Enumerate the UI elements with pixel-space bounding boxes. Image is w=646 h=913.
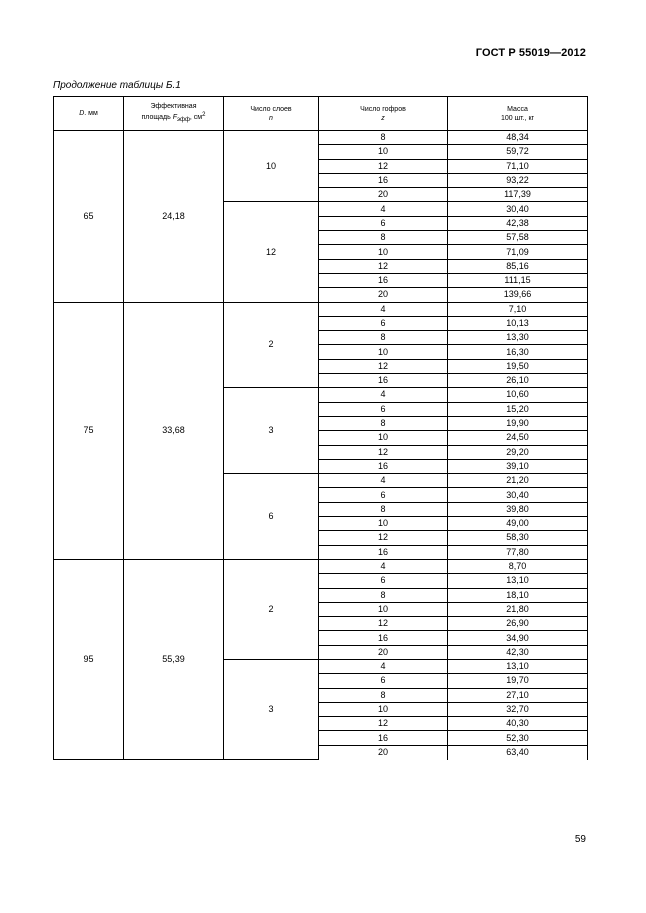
header-effective-area bbox=[124, 97, 224, 131]
cell-corrugations: 16 bbox=[319, 273, 448, 287]
cell-mass: 16,30 bbox=[448, 345, 588, 359]
header-diameter-unit: . мм bbox=[84, 110, 98, 117]
cell-mass: 48,34 bbox=[448, 131, 588, 145]
cell-corrugations: 4 bbox=[319, 202, 448, 216]
cell-corrugations: 16 bbox=[319, 173, 448, 187]
cell-corrugations: 10 bbox=[319, 145, 448, 159]
document-header: ГОСТ Р 55019—2012 bbox=[475, 47, 586, 59]
cell-corrugations: 20 bbox=[319, 745, 448, 759]
cell-mass: 24,50 bbox=[448, 431, 588, 445]
cell-mass: 13,10 bbox=[448, 574, 588, 588]
cell-corrugations: 12 bbox=[319, 159, 448, 173]
header-mass-line1: Масса bbox=[507, 105, 528, 113]
cell-mass: 85,16 bbox=[448, 259, 588, 273]
cell-mass: 32,70 bbox=[448, 702, 588, 716]
header-area-prefix: площадь bbox=[141, 114, 173, 121]
cell-corrugations: 6 bbox=[319, 574, 448, 588]
cell-corrugations: 8 bbox=[319, 416, 448, 430]
cell-corrugations: 20 bbox=[319, 645, 448, 659]
cell-corrugations: 10 bbox=[319, 345, 448, 359]
cell-mass: 117,39 bbox=[448, 188, 588, 202]
cell-corrugations: 10 bbox=[319, 431, 448, 445]
cell-corrugations: 6 bbox=[319, 316, 448, 330]
header-area-symbol: F bbox=[172, 114, 177, 121]
cell-mass: 39,10 bbox=[448, 459, 588, 473]
header-corrugations bbox=[319, 97, 448, 131]
cell-mass: 71,10 bbox=[448, 159, 588, 173]
cell-mass: 59,72 bbox=[448, 145, 588, 159]
cell-corrugations: 4 bbox=[319, 388, 448, 402]
cell-mass: 18,10 bbox=[448, 588, 588, 602]
header-layers-symbol: n bbox=[269, 114, 273, 122]
cell-mass: 30,40 bbox=[448, 202, 588, 216]
header-mass bbox=[448, 97, 588, 131]
cell-layers: 10 bbox=[224, 131, 319, 202]
cell-mass: 10,13 bbox=[448, 316, 588, 330]
cell-mass: 139,66 bbox=[448, 288, 588, 302]
cell-corrugations: 4 bbox=[319, 302, 448, 316]
cell-corrugations: 20 bbox=[319, 288, 448, 302]
cell-corrugations: 10 bbox=[319, 517, 448, 531]
header-layers-line1: Число слоев bbox=[250, 105, 292, 113]
cell-corrugations: 4 bbox=[319, 659, 448, 673]
cell-mass: 58,30 bbox=[448, 531, 588, 545]
cell-mass: 10,60 bbox=[448, 388, 588, 402]
cell-mass: 27,10 bbox=[448, 688, 588, 702]
cell-mass: 8,70 bbox=[448, 559, 588, 573]
cell-corrugations: 6 bbox=[319, 488, 448, 502]
cell-mass: 26,10 bbox=[448, 374, 588, 388]
header-corrugations-line1: Число гофров bbox=[360, 105, 406, 113]
cell-corrugations: 16 bbox=[319, 374, 448, 388]
cell-mass: 21,20 bbox=[448, 474, 588, 488]
cell-corrugations: 12 bbox=[319, 717, 448, 731]
cell-mass: 39,80 bbox=[448, 502, 588, 516]
table-row bbox=[54, 131, 588, 145]
cell-corrugations: 16 bbox=[319, 731, 448, 745]
cell-layers: 2 bbox=[224, 302, 319, 388]
cell-corrugations: 8 bbox=[319, 331, 448, 345]
cell-mass: 19,50 bbox=[448, 359, 588, 373]
cell-corrugations: 4 bbox=[319, 559, 448, 573]
cell-diameter: 95 bbox=[54, 559, 124, 759]
cell-mass: 49,00 bbox=[448, 517, 588, 531]
cell-mass: 30,40 bbox=[448, 488, 588, 502]
cell-corrugations: 10 bbox=[319, 702, 448, 716]
cell-mass: 57,58 bbox=[448, 231, 588, 245]
header-diameter bbox=[54, 97, 124, 131]
cell-mass: 77,80 bbox=[448, 545, 588, 559]
table-body bbox=[54, 131, 588, 760]
cell-corrugations: 20 bbox=[319, 188, 448, 202]
cell-corrugations: 12 bbox=[319, 445, 448, 459]
cell-layers: 3 bbox=[224, 388, 319, 474]
cell-corrugations: 12 bbox=[319, 617, 448, 631]
data-table bbox=[53, 96, 588, 760]
table-row bbox=[54, 559, 588, 573]
cell-mass: 21,80 bbox=[448, 602, 588, 616]
cell-corrugations: 8 bbox=[319, 231, 448, 245]
table-row bbox=[54, 302, 588, 316]
cell-layers: 6 bbox=[224, 474, 319, 560]
header-mass-line2: 100 шт., кг bbox=[500, 114, 535, 122]
cell-corrugations: 16 bbox=[319, 631, 448, 645]
cell-mass: 7,10 bbox=[448, 302, 588, 316]
header-area-suffix: , см bbox=[189, 114, 203, 121]
cell-mass: 15,20 bbox=[448, 402, 588, 416]
cell-diameter: 65 bbox=[54, 131, 124, 303]
cell-mass: 93,22 bbox=[448, 173, 588, 187]
cell-mass: 63,40 bbox=[448, 745, 588, 759]
header-area-superscript: 2 bbox=[202, 112, 206, 118]
cell-corrugations: 12 bbox=[319, 359, 448, 373]
cell-mass: 13,10 bbox=[448, 659, 588, 673]
cell-mass: 42,38 bbox=[448, 216, 588, 230]
cell-corrugations: 6 bbox=[319, 674, 448, 688]
cell-effective-area: 24,18 bbox=[124, 131, 224, 303]
cell-corrugations: 8 bbox=[319, 502, 448, 516]
page-number: 59 bbox=[574, 834, 586, 845]
cell-mass: 34,90 bbox=[448, 631, 588, 645]
cell-mass: 52,30 bbox=[448, 731, 588, 745]
cell-corrugations: 8 bbox=[319, 131, 448, 145]
cell-corrugations: 8 bbox=[319, 588, 448, 602]
cell-mass: 71,09 bbox=[448, 245, 588, 259]
cell-corrugations: 12 bbox=[319, 531, 448, 545]
header-layers bbox=[224, 97, 319, 131]
cell-mass: 26,90 bbox=[448, 617, 588, 631]
cell-mass: 40,30 bbox=[448, 717, 588, 731]
cell-mass: 19,70 bbox=[448, 674, 588, 688]
cell-corrugations: 10 bbox=[319, 245, 448, 259]
cell-corrugations: 12 bbox=[319, 259, 448, 273]
cell-corrugations: 10 bbox=[319, 602, 448, 616]
cell-effective-area: 33,68 bbox=[124, 302, 224, 559]
table-caption: Продолжение таблицы Б.1 bbox=[53, 80, 181, 91]
cell-corrugations: 4 bbox=[319, 474, 448, 488]
cell-layers: 3 bbox=[224, 659, 319, 759]
header-area-line1: Эффективная bbox=[150, 103, 197, 110]
table-header bbox=[54, 97, 588, 131]
cell-layers: 2 bbox=[224, 559, 319, 659]
cell-effective-area: 55,39 bbox=[124, 559, 224, 759]
cell-layers: 12 bbox=[224, 202, 319, 302]
cell-mass: 42,30 bbox=[448, 645, 588, 659]
cell-corrugations: 16 bbox=[319, 459, 448, 473]
cell-mass: 13,30 bbox=[448, 331, 588, 345]
cell-mass: 111,15 bbox=[448, 273, 588, 287]
header-diameter-symbol: D bbox=[79, 110, 85, 117]
cell-corrugations: 6 bbox=[319, 216, 448, 230]
cell-mass: 29,20 bbox=[448, 445, 588, 459]
header-area-subscript: эфф bbox=[176, 117, 190, 123]
cell-corrugations: 6 bbox=[319, 402, 448, 416]
cell-corrugations: 16 bbox=[319, 545, 448, 559]
cell-diameter: 75 bbox=[54, 302, 124, 559]
cell-corrugations: 8 bbox=[319, 688, 448, 702]
cell-mass: 19,90 bbox=[448, 416, 588, 430]
header-corrugations-symbol: z bbox=[381, 114, 385, 122]
